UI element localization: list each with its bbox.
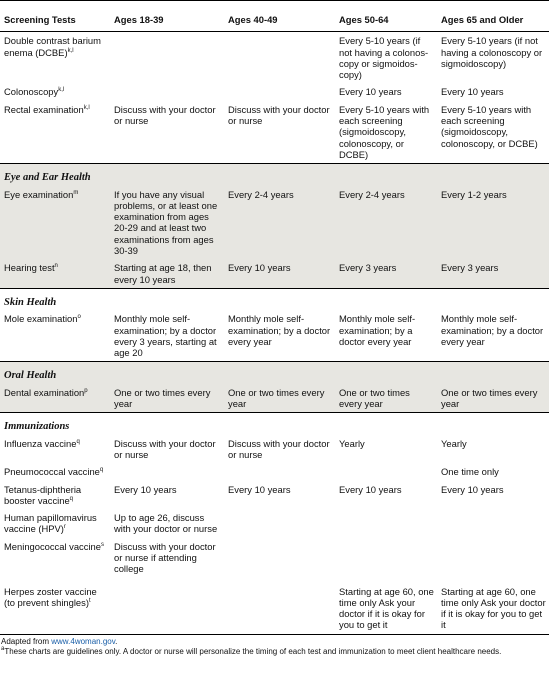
cell [437, 509, 549, 538]
cell: One or two times every year [437, 384, 549, 413]
cell: Discuss with your doctor or nurse [114, 103, 216, 127]
cell: Monthly mole self-examination; by a doctor every 3 years, starting at age 20 [114, 313, 217, 359]
footnote-ref: n [54, 263, 58, 270]
table-row [0, 186, 549, 260]
section-title: Immunizations [0, 413, 549, 435]
section-header-immunizations [0, 413, 549, 435]
cell: Every 2-4 years [224, 186, 335, 260]
guideline-note: $^a$These charts are guidelines only. A doctor or nurse will personalize the timing of each test and immunization to meet client healthcare needs. [1, 645, 502, 656]
table-row [0, 435, 549, 464]
footnote-ref: k,l [58, 87, 65, 94]
section-header-eye-ear [0, 164, 549, 186]
section-header-oral [0, 362, 549, 384]
cell: Every 2-4 years [335, 186, 437, 260]
footnote-ref: k,l [67, 47, 74, 54]
footnote-ref: r [63, 524, 66, 531]
test-name: Human papillomavirus vaccine (HPV)$^r$ [4, 512, 97, 535]
test-name: Double contrast barium enema (DCBE)$^{k,l}$ [4, 35, 101, 58]
section-title: Skin Health [0, 288, 549, 310]
cell: Discuss with your doctor or nurse [228, 437, 330, 460]
cell: Every 5-10 years (if not having a colonoscopy or sigmoidoscopy) [441, 35, 543, 69]
cell: Starting at age 60, one time only Ask your doctor if it is okay for you to get it [339, 585, 434, 631]
table-row [0, 310, 549, 362]
cell: One or two times every year [110, 384, 224, 413]
cell: Yearly [339, 437, 365, 449]
cell [224, 83, 335, 100]
test-name: Dental examination$^p$ [0, 384, 110, 413]
cell: Every 10 years [228, 483, 291, 495]
cell: Every 5-10 years with each screening (sigmoidoscopy, colonoscopy, or DCBE) [339, 103, 430, 160]
cell [335, 463, 437, 480]
cell: Starting at age 60, one time only Ask your doctor if it is okay for you to get it [441, 585, 546, 631]
footnote-ref: p [84, 387, 88, 394]
cell: Up to age 26, discuss with your doctor or nurse [114, 512, 218, 535]
cell: Discuss with your doctor or nurse [228, 103, 330, 127]
cell: Every 5-10 years with each screening (sigmoidoscopy, colonoscopy, or DCBE) [441, 103, 538, 149]
footnote-ref: q [69, 495, 74, 502]
table-row [0, 578, 549, 634]
cell [110, 83, 224, 100]
cell: Monthly mole self-examination; by a doctor every year [339, 313, 416, 347]
cell: Every 1-2 years [437, 186, 549, 260]
test-name: Eye examination$^m$ [0, 186, 110, 260]
table-footer [0, 634, 549, 657]
footnote-ref: k,l [83, 104, 90, 111]
cell [335, 509, 437, 538]
cell [224, 538, 335, 578]
cell: Starting at age 18, then every 10 years [110, 259, 224, 288]
test-name: Meningococcal vaccine$^s$ [4, 540, 104, 552]
test-name: Influenza vaccine$^q$ [4, 437, 80, 449]
cell: One time only [441, 466, 499, 478]
header-ages-50-64: Ages 50-64 [335, 1, 437, 32]
table-row [0, 509, 549, 538]
header-screening-tests: Screening Tests [0, 1, 110, 32]
table-header-row [0, 1, 549, 32]
cell [110, 578, 224, 634]
cell: Every 10 years [114, 483, 177, 495]
cell: Every 5-10 years (if not having a colonos-copy or sigmoidos-copy) [339, 35, 429, 81]
table-row [0, 538, 549, 578]
cell [224, 463, 335, 480]
test-name: Mole examination$^o$ [4, 313, 81, 325]
table-row [0, 32, 549, 84]
source-link[interactable]: www.4woman.gov [51, 636, 116, 646]
test-name: Rectal examination$^{k,l}$ [4, 103, 90, 115]
cell: Every 10 years [339, 483, 402, 495]
cell: Monthly mole self-examination; by a doctor every year [441, 313, 544, 347]
cell [110, 463, 224, 480]
footnote-ref: q [76, 438, 80, 445]
cell [437, 538, 549, 578]
cell: One or two times every year [224, 384, 335, 413]
table-row [0, 259, 549, 288]
footnote-ref: q [99, 467, 104, 474]
cell: Monthly mole self-examination; by a doctor every year [228, 313, 331, 347]
cell: If you have any visual problems, or at least one examination from ages 20-29 and at least two examinations from ages 30-39 [110, 186, 224, 260]
section-title: Eye and Ear Health [0, 164, 549, 186]
header-ages-65-older: Ages 65 and Older [437, 1, 549, 32]
cell: Every 10 years [441, 483, 504, 495]
footnote-ref: t [88, 597, 91, 604]
cell: Every 10 years [224, 259, 335, 288]
cell: Yearly [441, 437, 467, 449]
table-row [0, 463, 549, 480]
cell: Discuss with your doctor or nurse [114, 437, 216, 460]
test-name: Colonoscopy$^{k,l}$ [4, 86, 65, 98]
table-row [0, 83, 549, 100]
section-header-skin [0, 288, 549, 310]
cell [110, 32, 224, 84]
source-note: Adapted from www.4woman.gov. [1, 636, 118, 646]
cell [335, 538, 437, 578]
cell: Every 10 years [339, 86, 402, 98]
test-name: Tetanus-diphtheria booster vaccine$^q$ [4, 483, 82, 506]
cell [224, 32, 335, 84]
cell [224, 578, 335, 634]
header-ages-18-39: Ages 18-39 [110, 1, 224, 32]
table-row [0, 384, 549, 413]
footnote-ref: s [100, 541, 104, 548]
footnote-mark: a [1, 645, 5, 652]
footnote-ref: m [73, 189, 79, 196]
test-name: Hearing test$^n$ [0, 259, 110, 288]
test-name: Pneumococcal vaccine$^q$ [4, 466, 104, 478]
cell [224, 509, 335, 538]
header-ages-40-49: Ages 40-49 [224, 1, 335, 32]
cell: One or two times every year [335, 384, 437, 413]
cell: Every 10 years [441, 86, 504, 98]
cell: Every 3 years [437, 259, 549, 288]
test-name: Herpes zoster vaccine (to prevent shingles)$^t$ [4, 585, 97, 608]
table-row [0, 481, 549, 510]
cell: Discuss with your doctor or nurse if attending college [114, 540, 216, 575]
cell: Every 3 years [335, 259, 437, 288]
table-row [0, 101, 549, 164]
footnote-ref: o [77, 314, 81, 321]
section-title: Oral Health [0, 362, 549, 384]
